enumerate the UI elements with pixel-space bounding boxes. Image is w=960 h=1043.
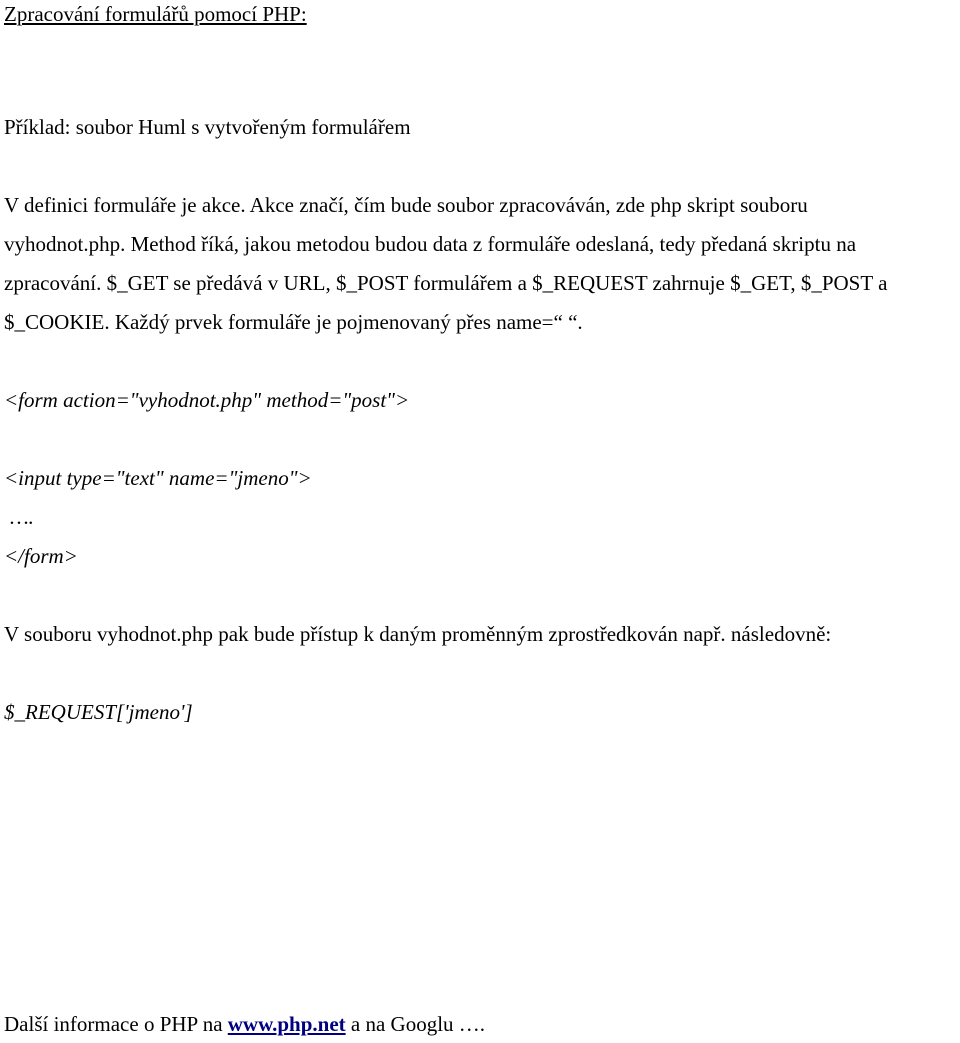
access-sentence: V souboru vyhodnot.php pak bude přístup k daným proměnným zprostředkován např. následovně: bbox=[4, 622, 832, 646]
code-ellipsis: …. bbox=[10, 505, 34, 529]
example-label: Příklad: soubor Huml s vytvořeným formulářem bbox=[4, 115, 411, 139]
php-net-link[interactable]: www.php.net bbox=[227, 1012, 346, 1036]
footer-suffix: a na Googlu …. bbox=[345, 1012, 486, 1036]
footer-line bbox=[4, 1012, 485, 1036]
page-heading: Zpracování formulářů pomocí PHP: bbox=[4, 2, 307, 26]
code-input: <input type="text" name="jmeno"> bbox=[4, 466, 312, 490]
paragraph-line-3: zpracování. $_GET se předává v URL, $_POST formulářem a $_REQUEST zahrnuje $_GET, $_POST a bbox=[4, 271, 888, 295]
footer-prefix: Další informace o PHP na bbox=[4, 1012, 228, 1036]
paragraph-line-2: vyhodnot.php. Method říká, jakou metodou budou data z formuláře odeslaná, tedy předaná skriptu na bbox=[4, 232, 857, 256]
request-example: $_REQUEST['jmeno'] bbox=[4, 700, 193, 724]
code-form-open: <form action="vyhodnot.php" method="post"> bbox=[4, 388, 410, 412]
code-form-close: </form> bbox=[4, 544, 78, 568]
paragraph-line-1: V definici formuláře je akce. Akce značí, čím bude soubor zpracováván, zde php skript souboru bbox=[4, 193, 808, 217]
paragraph-line-4: $_COOKIE. Každý prvek formuláře je pojmenovaný přes name=“ “. bbox=[4, 310, 583, 334]
